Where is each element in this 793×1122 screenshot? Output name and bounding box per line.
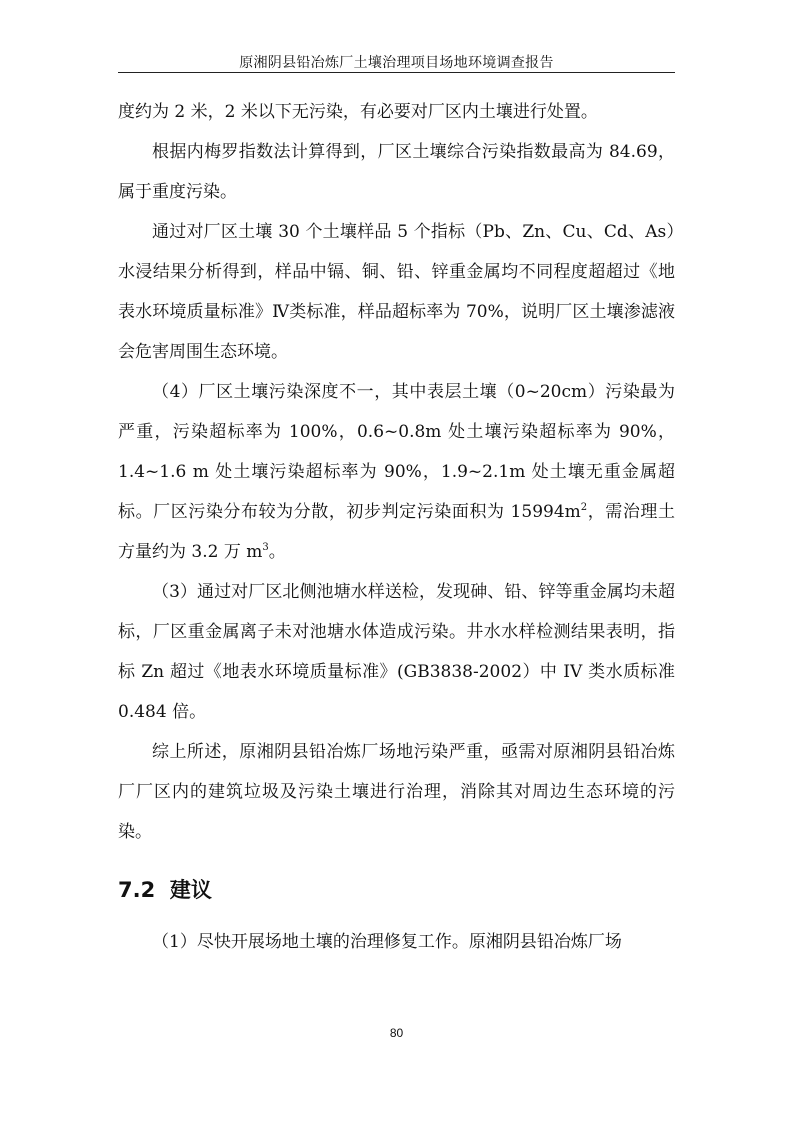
paragraph-pollution-depth xyxy=(118,372,675,572)
pollution-depth-text-c: 。 xyxy=(268,542,286,562)
paragraph-recommendation-1: （1）尽快开展场地土壤的治理修复工作。原湘阴县铅冶炼厂场 xyxy=(152,932,622,952)
paragraph-continuation: 度约为 2 米，2 米以下无污染，有必要对厂区内土壤进行处置。 xyxy=(118,102,598,122)
section-number: 7.2 xyxy=(118,878,156,902)
paragraph-nemerow-index: 根据内梅罗指数法计算得到，厂区土壤综合污染指数最高为 84.69，属于重度污染。 xyxy=(118,142,675,202)
section-heading xyxy=(118,870,675,910)
area-unit-superscript: 2 xyxy=(580,502,588,513)
page-number: 80 xyxy=(389,1026,404,1040)
paragraph-summary: 综上所述，原湘阴县铅冶炼厂场地污染严重，亟需对原湘阴县铅冶炼厂厂区内的建筑垃圾及污染土壤进行治理，消除其对周边生态环境的污染。 xyxy=(118,742,675,842)
running-header: 原湘阴县铅冶炼厂土壤治理项目场地环境调查报告 xyxy=(239,55,554,71)
header-rule xyxy=(118,72,675,73)
page-body xyxy=(118,92,675,962)
paragraph-pond-water: （3）通过对厂区北侧池塘水样送检，发现砷、铅、锌等重金属均未超标，厂区重金属离子未对池塘水体造成污染。井水水样检测结果表明，指标 Zn 超过《地表水环境质量标准》(GB3838-2002）中 IV 类水质标准 0.484 倍。 xyxy=(118,582,675,722)
pollution-depth-text-b: ，需治理土方量约为 3.2 万 m xyxy=(118,502,676,562)
pollution-depth-text-a: （4）厂区土壤污染深度不一，其中表层土壤（0~20cm）污染最为严重，污染超标率为 100%，0.6~0.8m 处土壤污染超标率为 90%，1.4~1.6 m 处土壤污染超标率为 90%，1.9~2.1m 处土壤无重金属超标。厂区污染分布较为分散，初步判定污染面积为 15994m xyxy=(118,382,675,522)
section-title: 建议 xyxy=(169,878,212,902)
volume-unit-superscript: 3 xyxy=(262,542,269,553)
paragraph-leaching-analysis: 通过对厂区土壤 30 个土壤样品 5 个指标（Pb、Zn、Cu、Cd、As）水浸结果分析得到，样品中镉、铜、铅、锌重金属均不同程度超超过《地表水环境质量标准》Ⅳ类标准，样品超标率为 70%，说明厂区土壤渗滤液会危害周围生态环境。 xyxy=(118,222,675,362)
